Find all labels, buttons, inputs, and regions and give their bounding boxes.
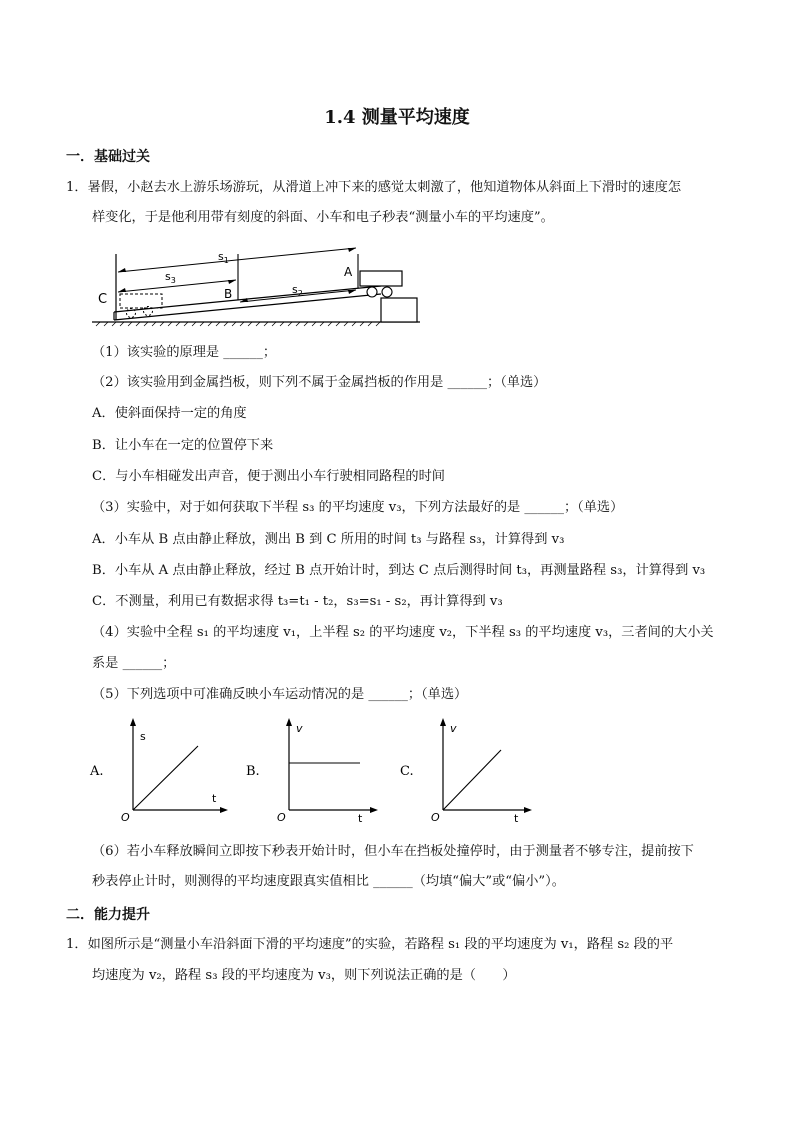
q1-stem-line2: 样变化，于是他利用带有刻度的斜面、小车和电子秒表“测量小车的平均速度”。: [92, 210, 554, 225]
q1-part2-option-b: B．让小车在一定的位置停下来: [92, 438, 274, 453]
label-A: A: [344, 265, 353, 279]
graph-option-a: [88, 716, 228, 828]
q1-part2: （2）该实验用到金属挡板，则下列不属于金属挡板的作用是 ______；（单选）: [92, 375, 547, 390]
label-s2: $s_2$: [292, 283, 303, 298]
graph-c-y-axis-label: v: [450, 722, 457, 735]
label-s3: $s_3$: [165, 270, 176, 285]
graph-option-c: [398, 716, 538, 828]
q1-part2-option-c: C．与小车相碰发出声音，便于测出小车行驶相同路程的时间: [92, 469, 445, 484]
page-title: 1.4 测量平均速度: [324, 107, 470, 128]
q1-part4-line1: （4）实验中全程 s₁ 的平均速度 v₁，上半程 s₂ 的平均速度 v₂，下半程 s₃ 的平均速度 v₃，三者间的大小关: [92, 625, 714, 640]
q1-part6-line2: 秒表停止计时，则测得的平均速度跟真实值相比 ______（均填“偏大”或“偏小”）。: [92, 874, 565, 889]
graph-b-y-axis-label: v: [296, 722, 303, 735]
graph-b-x-axis-label: t: [358, 812, 363, 825]
graph-a-label: A.: [90, 764, 104, 779]
q1-part3: （3）实验中，对于如何获取下半程 s₃ 的平均速度 v₃，下列方法最好的是 ______；（单选）: [92, 500, 624, 515]
graph-c-x-axis-label: t: [514, 812, 519, 825]
label-s1: $s_1$: [218, 250, 229, 265]
label-B: B: [224, 287, 233, 301]
section-heading-basic: 一．基础过关: [66, 149, 150, 165]
q2-stem-line2: 均速度为 v₂，路程 s₃ 段的平均速度为 v₃，则下列说法正确的是（ ）: [92, 968, 516, 983]
q2-stem-line1: 1．如图所示是“测量小车沿斜面下滑的平均速度”的实验，若路程 s₁ 段的平均速度为 v₁，路程 s₂ 段的平: [66, 937, 674, 952]
graph-b-origin-label: O: [277, 811, 286, 824]
q1-part2-option-a: A．使斜面保持一定的角度: [92, 406, 247, 421]
graph-a-origin-label: O: [121, 811, 130, 824]
q1-stem-line1: 1．暑假，小赵去水上游乐场游玩，从滑道上冲下来的感觉太刺激了，他知道物体从斜面上下滑时的速度怎: [66, 180, 682, 195]
q1-part3-option-c: C．不测量，利用已有数据求得 t₃=t₁ - t₂，s₃=s₁ - s₂，再计算得到 v₃: [92, 594, 503, 609]
q1-part6-line1: （6）若小车释放瞬间立即按下秒表开始计时，但小车在挡板处撞停时，由于测量者不够专注，提前按下: [92, 844, 694, 859]
incline-apparatus-figure: [90, 240, 430, 330]
graph-c-origin-label: O: [431, 811, 440, 824]
q1-part5: （5）下列选项中可准确反映小车运动情况的是 ______；（单选）: [92, 687, 468, 702]
graph-c-label: C.: [400, 764, 414, 779]
q1-part4-line2: 系是 ______；: [92, 656, 176, 671]
graph-b-label: B.: [246, 764, 260, 779]
q1-part1: （1）该实验的原理是 ______；: [92, 345, 277, 360]
section-heading-advanced: 二．能力提升: [66, 907, 150, 923]
graph-a-y-axis-label: s: [140, 730, 146, 743]
label-C: C: [98, 292, 108, 307]
graph-a-x-axis-label: t: [212, 792, 217, 805]
q1-part3-option-a: A．小车从 B 点由静止释放，测出 B 到 C 所用的时间 t₃ 与路程 s₃，计算得到 v₃: [92, 532, 565, 547]
q1-part3-option-b: B．小车从 A 点由静止释放，经过 B 点开始计时，到达 C 点后测得时间 t₃，再测量路程 s₃，计算得到 v₃: [92, 563, 706, 578]
graph-option-b: [244, 716, 384, 828]
